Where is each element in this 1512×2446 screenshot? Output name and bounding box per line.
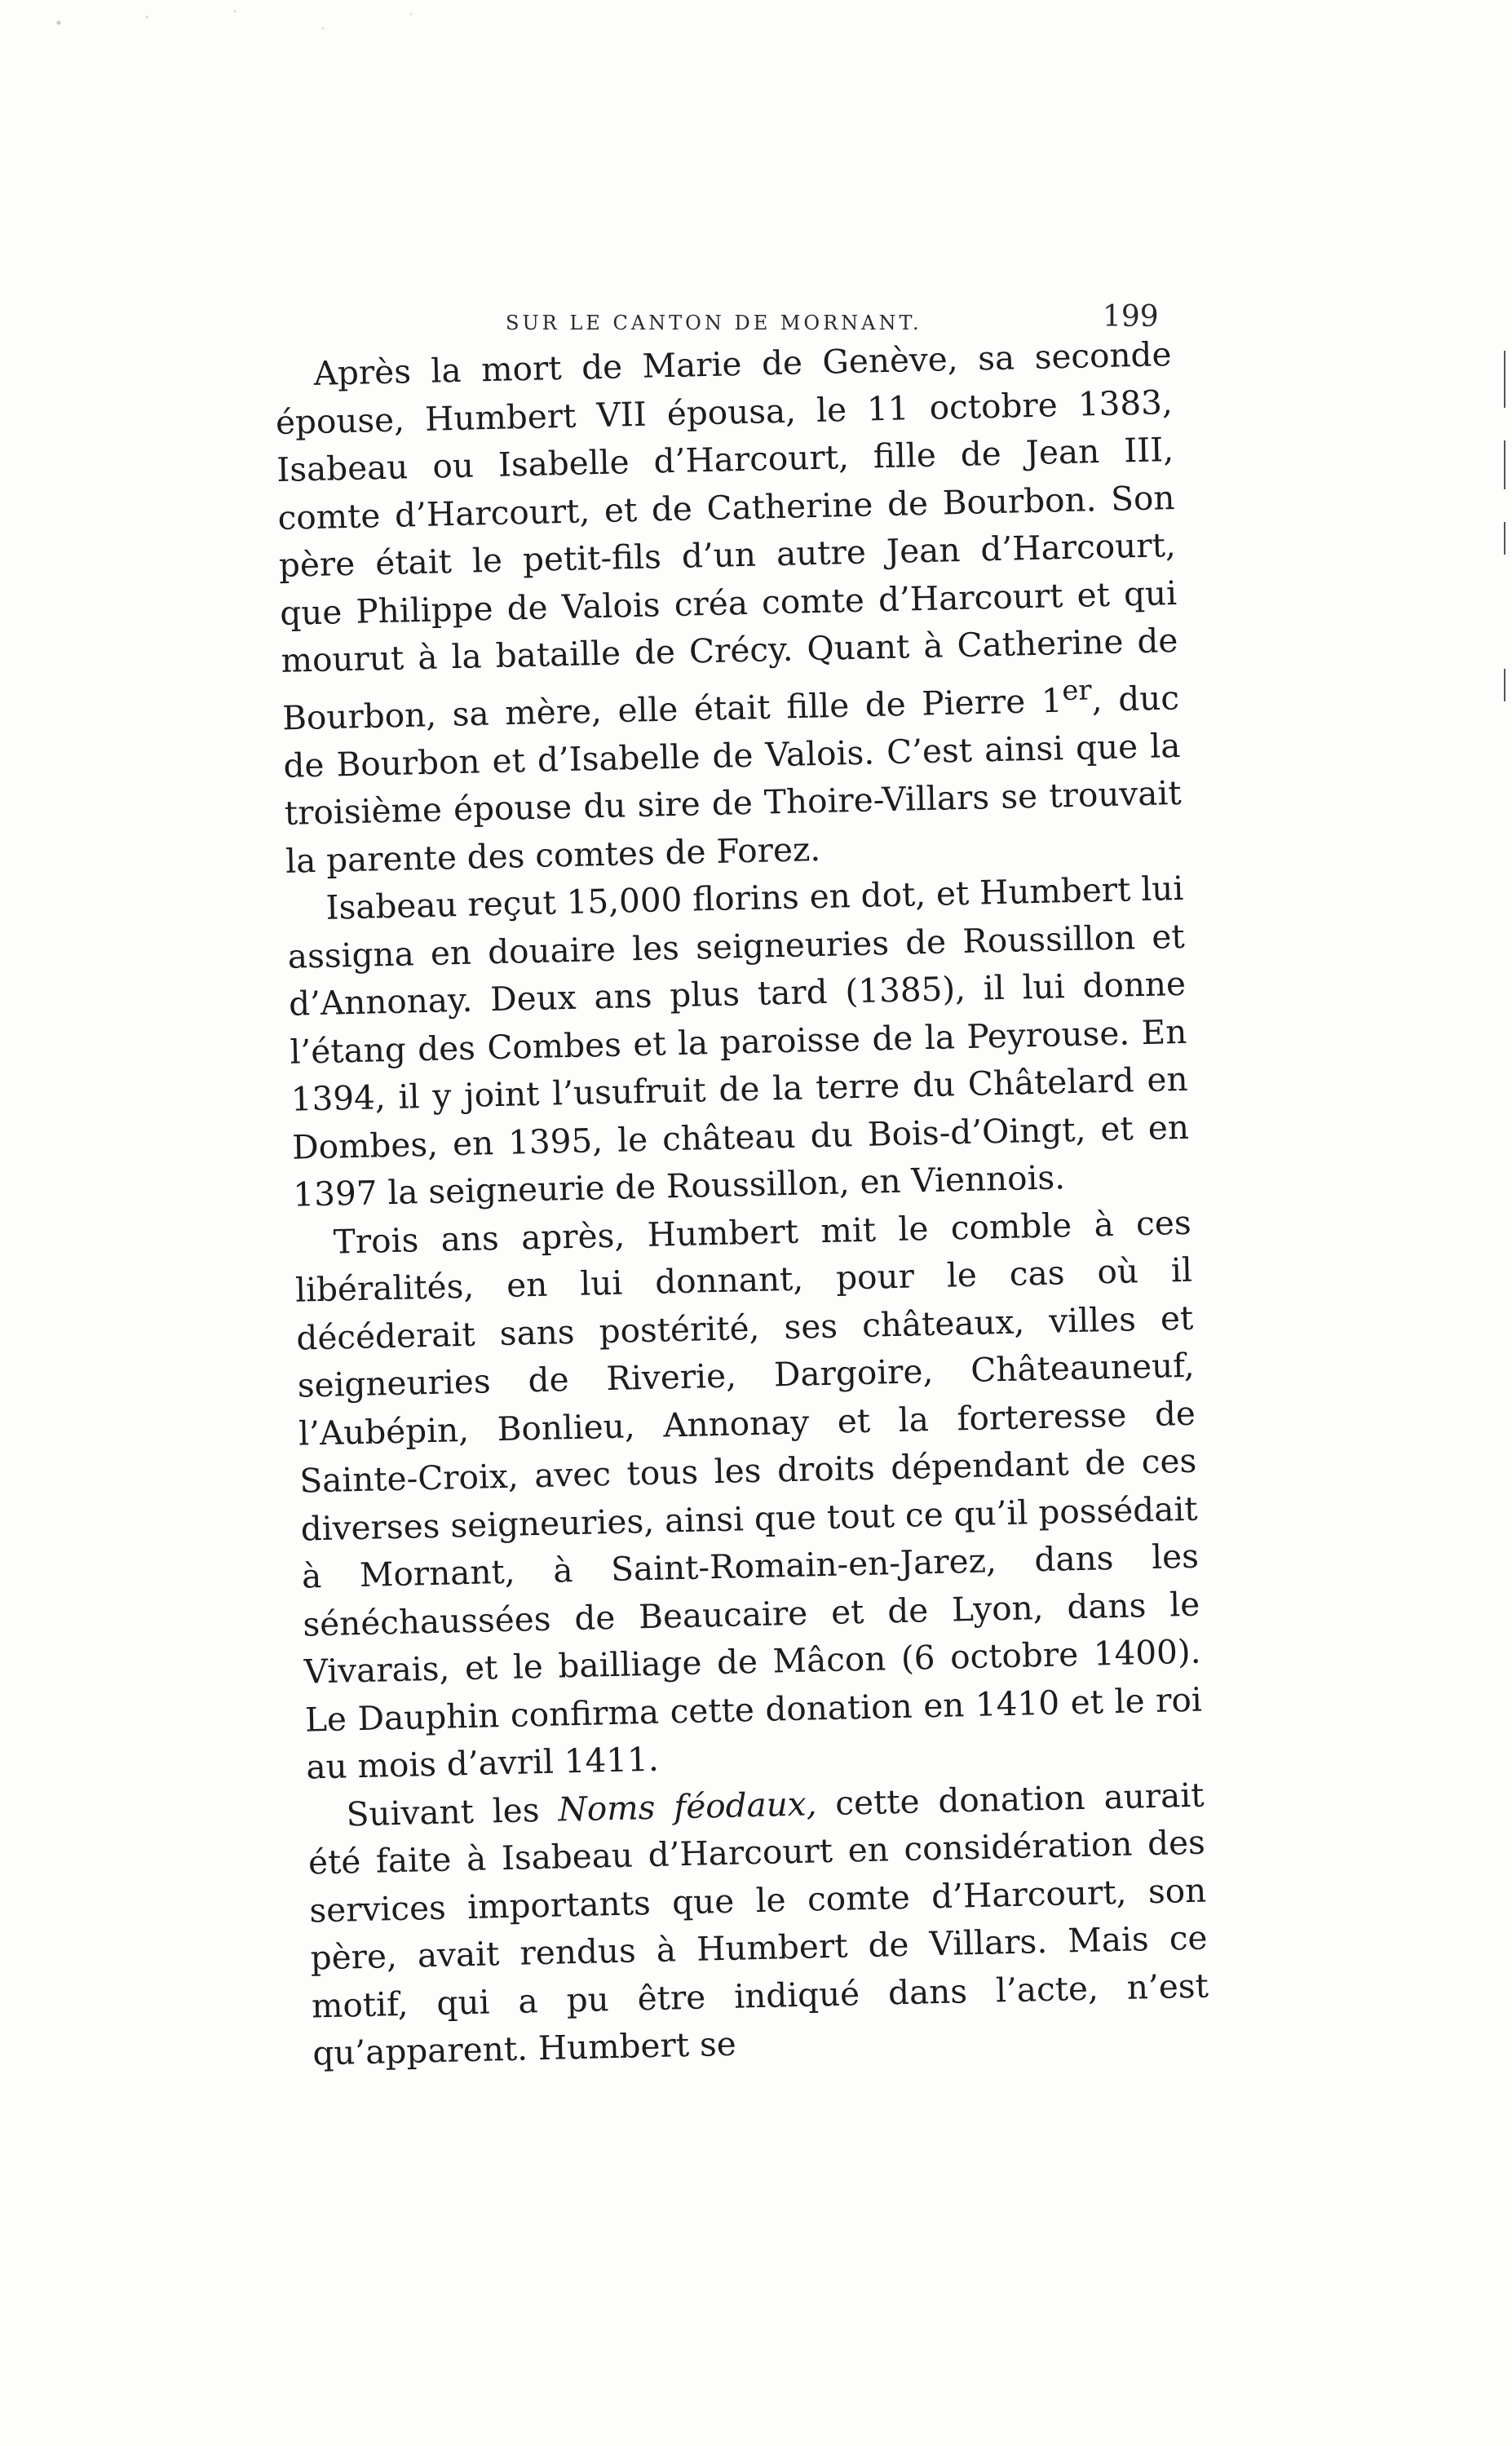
paragraph: [274, 330, 1183, 885]
body-text: [274, 330, 1210, 2077]
paragraph: [294, 1198, 1204, 1791]
paragraph: [286, 865, 1191, 1219]
margin-mark: [1504, 351, 1505, 408]
margin-mark: [1504, 522, 1505, 555]
text-run: Suivant les: [346, 1789, 559, 1833]
scan-noise: [0, 0, 587, 57]
page-number: 199: [1103, 300, 1159, 334]
running-title: SUR LE CANTON DE MORNANT.: [506, 312, 922, 334]
text-run: cette donation aurait été faite à Isabeau d’Harcourt en considération des services importants que le comte d’Harcourt, son père, avait rendus à Humbert de Villars. Mais ce motif, qui a pu être indiqué dans l’acte, n’est qu’apparent. Humbert se: [307, 1775, 1209, 2073]
margin-mark: [1504, 669, 1505, 701]
text-run: Isabeau reçut 15,000 florins en dot, et Humbert lui assigna en douaire les seigneuries de Roussillon et d’Annonay. Deux ans plus tard (1385), il lui donne l’étang des Combes et la paroisse de la Peyrouse. En 1394, il y joint l’usufruit de la terre du Châtelard en Dombes, en 1395, le château du Bois-d’Oingt, et en 1397 la seigneurie de Roussillon, en Viennois.: [287, 868, 1190, 1214]
text-run: Trois ans après, Humbert mit le comble à ces libéralités, en lui donnant, pour le cas où il décéderait sans postérité, ses châteaux, villes et seigneuries de Riverie, Dargoire, Châteauneuf, l’Aubépin, Bonlieu, Annonay et la forteresse de Sainte-Croix, avec tous les droits dépendant de ces diverses seigneuries, ainsi que tout ce qu’il possédait à Mornant, à Saint-Romain-en-Jarez, dans les sénéchaussées de Beaucaire et de Lyon, dans le Vivarais, et le bailliage de Mâcon (6 octobre 1400). Le Dauphin confirma cette donation en 1410 et le roi au mois d’avril 1411.: [294, 1202, 1203, 1787]
paragraph: [307, 1771, 1210, 2077]
italic-title: Noms féodaux,: [557, 1783, 817, 1829]
margin-mark: [1504, 440, 1505, 489]
text-run: , duc de Bourbon et d’Isabelle de Valois. C’est ainsi que la troisième épouse du sire de Thoire-Villars se trouvait la parente des comtes de Forez.: [282, 677, 1183, 881]
text-run: Après la mort de Marie de Genève, sa seconde épouse, Humbert VII épousa, le 11 octobre 1383, Isabeau ou Isabelle d’Harcourt, fille de Jean III, comte d’Harcourt, et de Catherine de Bourbon. Son père était le petit-fils d’un autre Jean d’Harcourt, que Philippe de Valois créa comte d’Harcourt et qui mourut à la bataille de Crécy. Quant à Catherine de Bourbon, sa mère, elle était fille de Pierre 1: [275, 334, 1178, 737]
superscript: er: [1061, 673, 1092, 706]
